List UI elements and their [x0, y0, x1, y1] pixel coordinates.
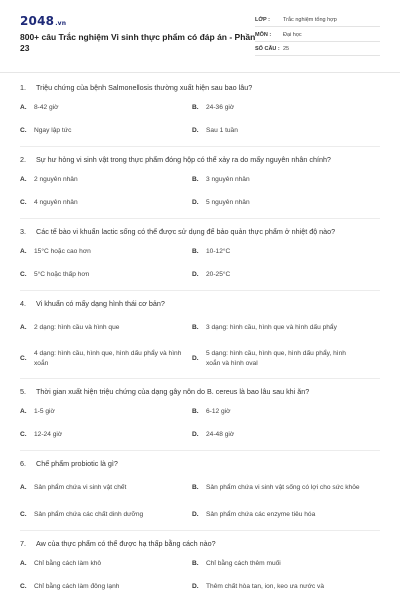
question-number: 2.: [20, 155, 26, 164]
option-text: Sản phẩm chứa vi sinh vật chết: [34, 483, 127, 491]
question-text: Sự hư hỏng vi sinh vật trong thực phẩm đóng hộp có thể xảy ra do mấy nguyên nhân chính?: [36, 155, 331, 164]
question-5: [0, 384, 400, 400]
question-number: 4.: [20, 299, 26, 308]
question-list: [0, 80, 400, 598]
option-text: Chỉ bằng cách làm khô: [34, 559, 102, 567]
option-text: 2 nguyên nhân: [34, 175, 78, 183]
option-a[interactable]: [20, 240, 190, 263]
option-text: 3 nguyên nhân: [206, 175, 250, 183]
option-c[interactable]: [20, 575, 190, 598]
option-a[interactable]: [20, 168, 190, 191]
option-c[interactable]: [20, 503, 190, 526]
question-text: Thời gian xuất hiện triệu chứng của dạng gây nôn do B. cereus là bao lâu sau khi ăn?: [36, 387, 310, 396]
question-divider: [20, 530, 380, 531]
option-text: Sản phẩm chứa các chất dinh dưỡng: [34, 510, 144, 518]
header-divider: [0, 72, 400, 73]
question-6: [0, 456, 400, 472]
option-a[interactable]: [20, 472, 190, 503]
option-text: Thêm chất hòa tan, ion, keo ưa nước và: [206, 582, 324, 590]
option-c[interactable]: [20, 119, 190, 142]
option-letter: C.: [20, 583, 27, 590]
option-text: 5°C hoặc thấp hơn: [34, 270, 90, 278]
option-letter: C.: [20, 355, 27, 362]
option-text: 2 dạng: hình cầu và hình que: [34, 323, 120, 331]
question-4: [0, 296, 400, 312]
meta-key: SỐ CÂU :: [255, 46, 280, 52]
option-letter: C.: [20, 271, 27, 278]
option-letter: A.: [20, 484, 27, 491]
option-letter: C.: [20, 199, 27, 206]
option-letter: C.: [20, 511, 27, 518]
question-divider: [20, 290, 380, 291]
option-c[interactable]: [20, 263, 190, 286]
option-text: 3 dạng: hình cầu, hình que và hình dấu phẩy: [206, 323, 337, 331]
question-text: Triệu chứng của bệnh Salmonellosis thường xuất hiện sau bao lâu?: [36, 83, 253, 92]
option-b[interactable]: [192, 168, 362, 191]
meta-subject: [255, 30, 380, 42]
option-letter: D.: [192, 271, 199, 278]
option-text: 24-48 giờ: [206, 430, 235, 438]
option-letter: D.: [192, 199, 199, 206]
meta-class: [255, 15, 380, 27]
question-number: 5.: [20, 387, 26, 396]
option-letter: D.: [192, 431, 199, 438]
meta-key: MÔN :: [255, 32, 272, 38]
option-b[interactable]: [192, 240, 362, 263]
option-letter: B.: [192, 104, 199, 111]
option-a[interactable]: [20, 552, 190, 575]
option-text: 8-42 giờ: [34, 103, 59, 111]
option-d[interactable]: [192, 263, 362, 286]
brand-sub: .vn: [55, 20, 67, 27]
option-letter: B.: [192, 408, 199, 415]
option-letter: B.: [192, 484, 199, 491]
option-text: Sản phẩm chứa vi sinh vật sống có lợi cho sức khỏe: [206, 483, 360, 491]
question-stem: [20, 80, 380, 96]
option-letter: D.: [192, 511, 199, 518]
question-7: [0, 536, 400, 552]
option-letter: C.: [20, 127, 27, 134]
option-text: Chỉ bằng cách làm đông lạnh: [34, 582, 120, 590]
question-divider: [20, 450, 380, 451]
option-letter: D.: [192, 583, 199, 590]
question-number: 3.: [20, 227, 26, 236]
option-text: Chỉ bằng cách thêm muối: [206, 559, 281, 567]
option-letter: B.: [192, 560, 199, 567]
question-stem: [20, 224, 380, 240]
meta-value: Đại học: [283, 32, 302, 38]
option-b[interactable]: [192, 472, 362, 503]
option-d[interactable]: [192, 503, 362, 526]
question-stem: [20, 384, 380, 400]
option-text: 4 nguyên nhân: [34, 198, 78, 206]
meta-count: [255, 44, 380, 56]
option-c[interactable]: [20, 423, 190, 446]
option-letter: A.: [20, 176, 27, 183]
option-letter: C.: [20, 431, 27, 438]
option-text: 5 dạng: hình cầu, hình que, hình dấu phẩy, hình xoắn và hình oval: [206, 350, 346, 367]
page-title: 800+ câu Trắc nghiệm Vi sinh thực phẩm có đáp án - Phần 23: [20, 32, 256, 53]
question-divider: [20, 146, 380, 147]
brand-logo[interactable]: [20, 14, 66, 28]
question-stem: [20, 456, 380, 472]
option-letter: B.: [192, 176, 199, 183]
question-number: 6.: [20, 459, 26, 468]
option-b[interactable]: [192, 400, 362, 423]
option-letter: B.: [192, 324, 199, 331]
option-a[interactable]: [20, 312, 190, 343]
option-text: Sau 1 tuần: [206, 126, 238, 134]
option-letter: A.: [20, 248, 27, 255]
question-text: Vi khuẩn có mấy dạng hình thái cơ bản?: [36, 299, 165, 308]
option-d[interactable]: [192, 423, 362, 446]
question-text: Các tế bào vi khuẩn lactic sống có thể được sử dụng để bảo quản thực phẩm ở nhiệt độ nào?: [36, 227, 336, 236]
option-text: 20-25°C: [206, 270, 231, 278]
meta-value: 25: [283, 46, 290, 52]
option-letter: A.: [20, 408, 27, 415]
option-a[interactable]: [20, 96, 190, 119]
question-stem: [20, 296, 380, 312]
option-b[interactable]: [192, 312, 362, 343]
brand-main: 2048: [20, 14, 55, 28]
question-1: [0, 80, 400, 96]
option-text: 6-12 giờ: [206, 407, 231, 415]
question-divider: [20, 218, 380, 219]
question-stem: [20, 152, 380, 168]
option-d[interactable]: [192, 575, 362, 598]
option-letter: B.: [192, 248, 199, 255]
question-2: [0, 152, 400, 168]
meta-value: Trắc nghiệm tổng hợp: [283, 17, 337, 23]
option-d[interactable]: [192, 343, 362, 374]
option-b[interactable]: [192, 552, 362, 575]
document-header: [0, 0, 400, 72]
option-text: 4 dạng: hình cầu, hình que, hình dấu phẩy và hình xoắn: [34, 350, 182, 367]
question-number: 1.: [20, 83, 26, 92]
option-b[interactable]: [192, 96, 362, 119]
question-divider: [20, 378, 380, 379]
option-text: 24-36 giờ: [206, 103, 235, 111]
option-text: 15°C hoặc cao hơn: [34, 247, 91, 255]
option-text: 10-12°C: [206, 247, 231, 255]
question-3: [0, 224, 400, 240]
meta-key: LỚP :: [255, 17, 270, 23]
option-a[interactable]: [20, 400, 190, 423]
option-c[interactable]: [20, 191, 190, 214]
question-number: 7.: [20, 539, 26, 548]
question-text: Chế phẩm probiotic là gì?: [36, 459, 118, 468]
option-letter: D.: [192, 127, 199, 134]
option-text: Sản phẩm chứa các enzyme tiêu hóa: [206, 510, 316, 518]
option-letter: A.: [20, 104, 27, 111]
option-d[interactable]: [192, 191, 362, 214]
option-text: 5 nguyên nhân: [206, 198, 250, 206]
option-c[interactable]: [20, 343, 190, 374]
option-text: 1-5 giờ: [34, 407, 55, 415]
option-letter: D.: [192, 355, 199, 362]
option-d[interactable]: [192, 119, 362, 142]
question-text: Aw của thực phẩm có thể được hạ thấp bằng cách nào?: [36, 539, 216, 548]
option-letter: A.: [20, 324, 27, 331]
option-letter: A.: [20, 560, 27, 567]
option-text: Ngay lập tức: [34, 126, 72, 134]
question-stem: [20, 536, 380, 552]
option-text: 12-24 giờ: [34, 430, 63, 438]
